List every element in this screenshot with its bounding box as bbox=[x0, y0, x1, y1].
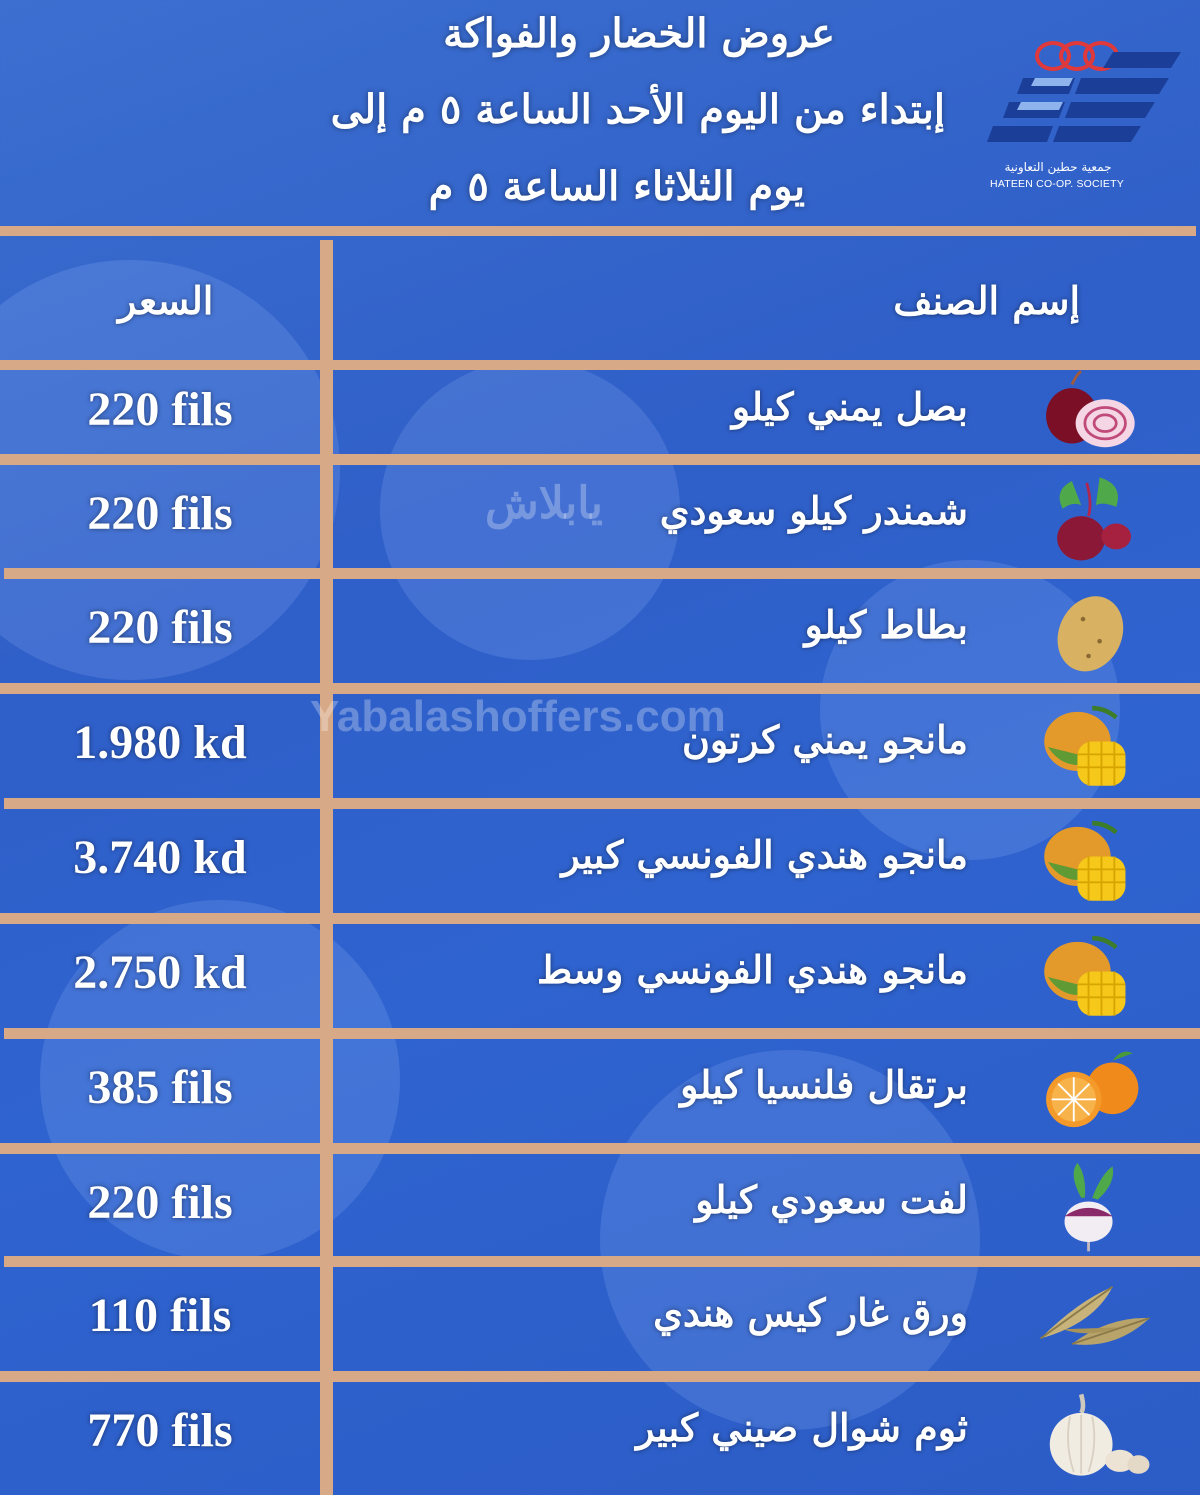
item-column-header: إسم الصنف bbox=[893, 278, 1080, 323]
row-divider bbox=[0, 454, 1200, 465]
watermark-site: Yabalashoffers.com bbox=[310, 692, 726, 741]
offer-header bbox=[0, 0, 1200, 226]
row-divider bbox=[4, 798, 1200, 809]
offer-period-end: يوم الثلاثاء الساعة ٥ م bbox=[428, 163, 805, 210]
table-top-border bbox=[0, 226, 1196, 236]
item-price: 2.750 kd bbox=[73, 946, 247, 999]
item-price: 110 fils bbox=[88, 1289, 232, 1342]
row-divider bbox=[0, 1143, 1200, 1154]
mango-icon bbox=[1035, 812, 1155, 912]
item-name: ثوم شوال صيني كبير bbox=[636, 1405, 968, 1450]
column-divider bbox=[320, 240, 333, 1495]
item-name: شمندر كيلو سعودي bbox=[659, 488, 968, 533]
turnip-icon bbox=[1035, 1157, 1155, 1257]
bay-leaf-icon bbox=[1035, 1270, 1155, 1370]
potato-icon bbox=[1035, 582, 1155, 682]
offer-period-start: إبتداء من اليوم الأحد الساعة ٥ م إلى bbox=[330, 86, 945, 133]
logo-arabic-name: جمعية حطين التعاونية bbox=[1004, 160, 1112, 174]
item-name: بطاط كيلو bbox=[804, 602, 968, 647]
offer-title: عروض الخضار والفواكة bbox=[443, 10, 835, 57]
row-divider bbox=[0, 913, 1200, 924]
item-name: بصل يمني كيلو bbox=[731, 384, 968, 429]
garlic-icon bbox=[1035, 1385, 1155, 1485]
item-name: مانجو هندي الفونسي وسط bbox=[537, 947, 968, 992]
item-price: 385 fils bbox=[87, 1061, 233, 1114]
item-name: برتقال فلنسيا كيلو bbox=[680, 1062, 968, 1107]
item-name: مانجو هندي الفونسي كبير bbox=[561, 832, 968, 877]
item-price: 1.980 kd bbox=[73, 716, 247, 769]
beetroot-icon bbox=[1035, 468, 1155, 568]
item-price: 220 fils bbox=[87, 601, 233, 654]
item-price: 770 fils bbox=[87, 1404, 233, 1457]
item-price: 220 fils bbox=[87, 487, 233, 540]
header-divider bbox=[0, 360, 1200, 370]
item-name: لفت سعودي كيلو bbox=[695, 1177, 968, 1222]
price-column-header: السعر bbox=[118, 278, 214, 323]
watermark-arabic: يابلاش bbox=[485, 479, 603, 528]
item-price: 3.740 kd bbox=[73, 831, 247, 884]
orange-icon bbox=[1035, 1042, 1155, 1142]
hateen-logo bbox=[975, 38, 1185, 198]
row-divider bbox=[4, 1028, 1200, 1039]
logo-english-name: HATEEN CO-OP. SOCIETY bbox=[990, 178, 1124, 190]
item-name: مانجو يمني كرتون bbox=[682, 717, 968, 762]
onion-icon bbox=[1035, 364, 1155, 464]
mango-icon bbox=[1035, 697, 1155, 797]
row-divider bbox=[4, 568, 1200, 579]
item-name: ورق غار كيس هندي bbox=[653, 1290, 968, 1335]
item-price: 220 fils bbox=[87, 383, 233, 436]
mango-icon bbox=[1035, 927, 1155, 1027]
row-divider bbox=[0, 1371, 1200, 1382]
row-divider bbox=[4, 1256, 1200, 1267]
item-price: 220 fils bbox=[87, 1176, 233, 1229]
